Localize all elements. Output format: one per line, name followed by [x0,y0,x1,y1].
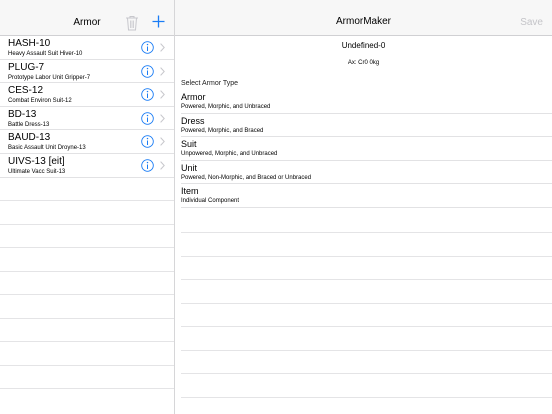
info-circle-icon[interactable] [141,65,154,78]
armor-item-subtitle: Basic Assault Unit Droyne-13 [8,145,86,152]
chevron-right-icon [160,90,165,99]
armor-list-item[interactable] [0,130,174,154]
armor-item-subtitle: Heavy Assault Suit Hiver-10 [8,51,83,57]
armor-model-name: Undefined-0 [341,41,386,50]
armor-type-list [175,90,552,208]
armor-item-name: BAUD-13 [8,132,51,144]
chevron-right-icon [160,114,165,123]
chevron-right-icon [160,67,165,76]
armor-type-item[interactable] [175,184,552,208]
armor-list-item[interactable] [0,36,174,60]
armor-navbar [0,0,174,36]
armor-type-description: Powered, Morphic, and Braced [181,127,264,134]
armor-type-item[interactable] [175,137,552,161]
armor-list-item[interactable] [0,83,174,107]
armor-maker-panel [175,0,552,414]
armor-list-panel [0,0,174,414]
info-circle-icon[interactable] [141,135,154,148]
armor-list [0,36,174,178]
info-circle-icon[interactable] [141,112,154,125]
armor-type-name: Item [181,186,199,197]
plus-icon[interactable] [152,15,165,28]
armormaker-navbar [175,0,552,36]
armor-type-description: Powered, Morphic, and Unbraced [181,104,271,110]
info-circle-icon[interactable] [141,159,154,172]
armor-type-name: Suit [181,139,197,150]
chevron-right-icon [160,137,165,146]
armor-list-item[interactable] [0,107,174,131]
armormaker-title: ArmorMaker [335,16,391,27]
armor-type-description: Unpowered, Morphic, and Unbraced [181,151,278,158]
armor-type-description: Individual Component [181,198,240,205]
armor-item-name: CES-12 [8,85,44,97]
armor-title: Armor [73,17,101,28]
armor-item-name: PLUG-7 [8,61,45,73]
armor-summary [175,36,552,76]
chevron-right-icon [160,161,165,170]
armor-type-name: Armor [181,92,206,102]
armor-type-name: Unit [181,162,198,173]
armor-item-name: BD-13 [8,108,37,120]
armor-item-subtitle: Battle Dress-13 [8,121,50,128]
armor-cost-weight: Ax: Cr0 0kg [347,60,380,66]
armor-list-item[interactable] [0,154,174,178]
armor-item-name: UIVS-13 [eit] [8,155,65,167]
trash-icon[interactable] [125,15,139,31]
armor-list-item[interactable] [0,60,174,84]
section-header: Select Armor Type [181,80,239,87]
armor-type-item[interactable] [175,90,552,114]
armor-type-item[interactable] [175,114,552,138]
chevron-right-icon [160,43,165,52]
save-button[interactable]: Save [520,17,543,28]
armor-item-subtitle: Prototype Labor Unit Gripper-7 [8,74,91,81]
info-circle-icon[interactable] [141,41,154,54]
armor-type-description: Powered, Non-Morphic, and Braced or Unbraced [181,174,312,181]
armor-item-subtitle: Ultimate Vacc Suit-13 [8,168,66,175]
armor-type-item[interactable] [175,161,552,185]
armor-type-name: Dress [181,115,205,126]
armor-item-name: HASH-10 [8,38,51,49]
info-circle-icon[interactable] [141,88,154,101]
armor-item-subtitle: Combat Environ Suit-12 [8,98,72,105]
